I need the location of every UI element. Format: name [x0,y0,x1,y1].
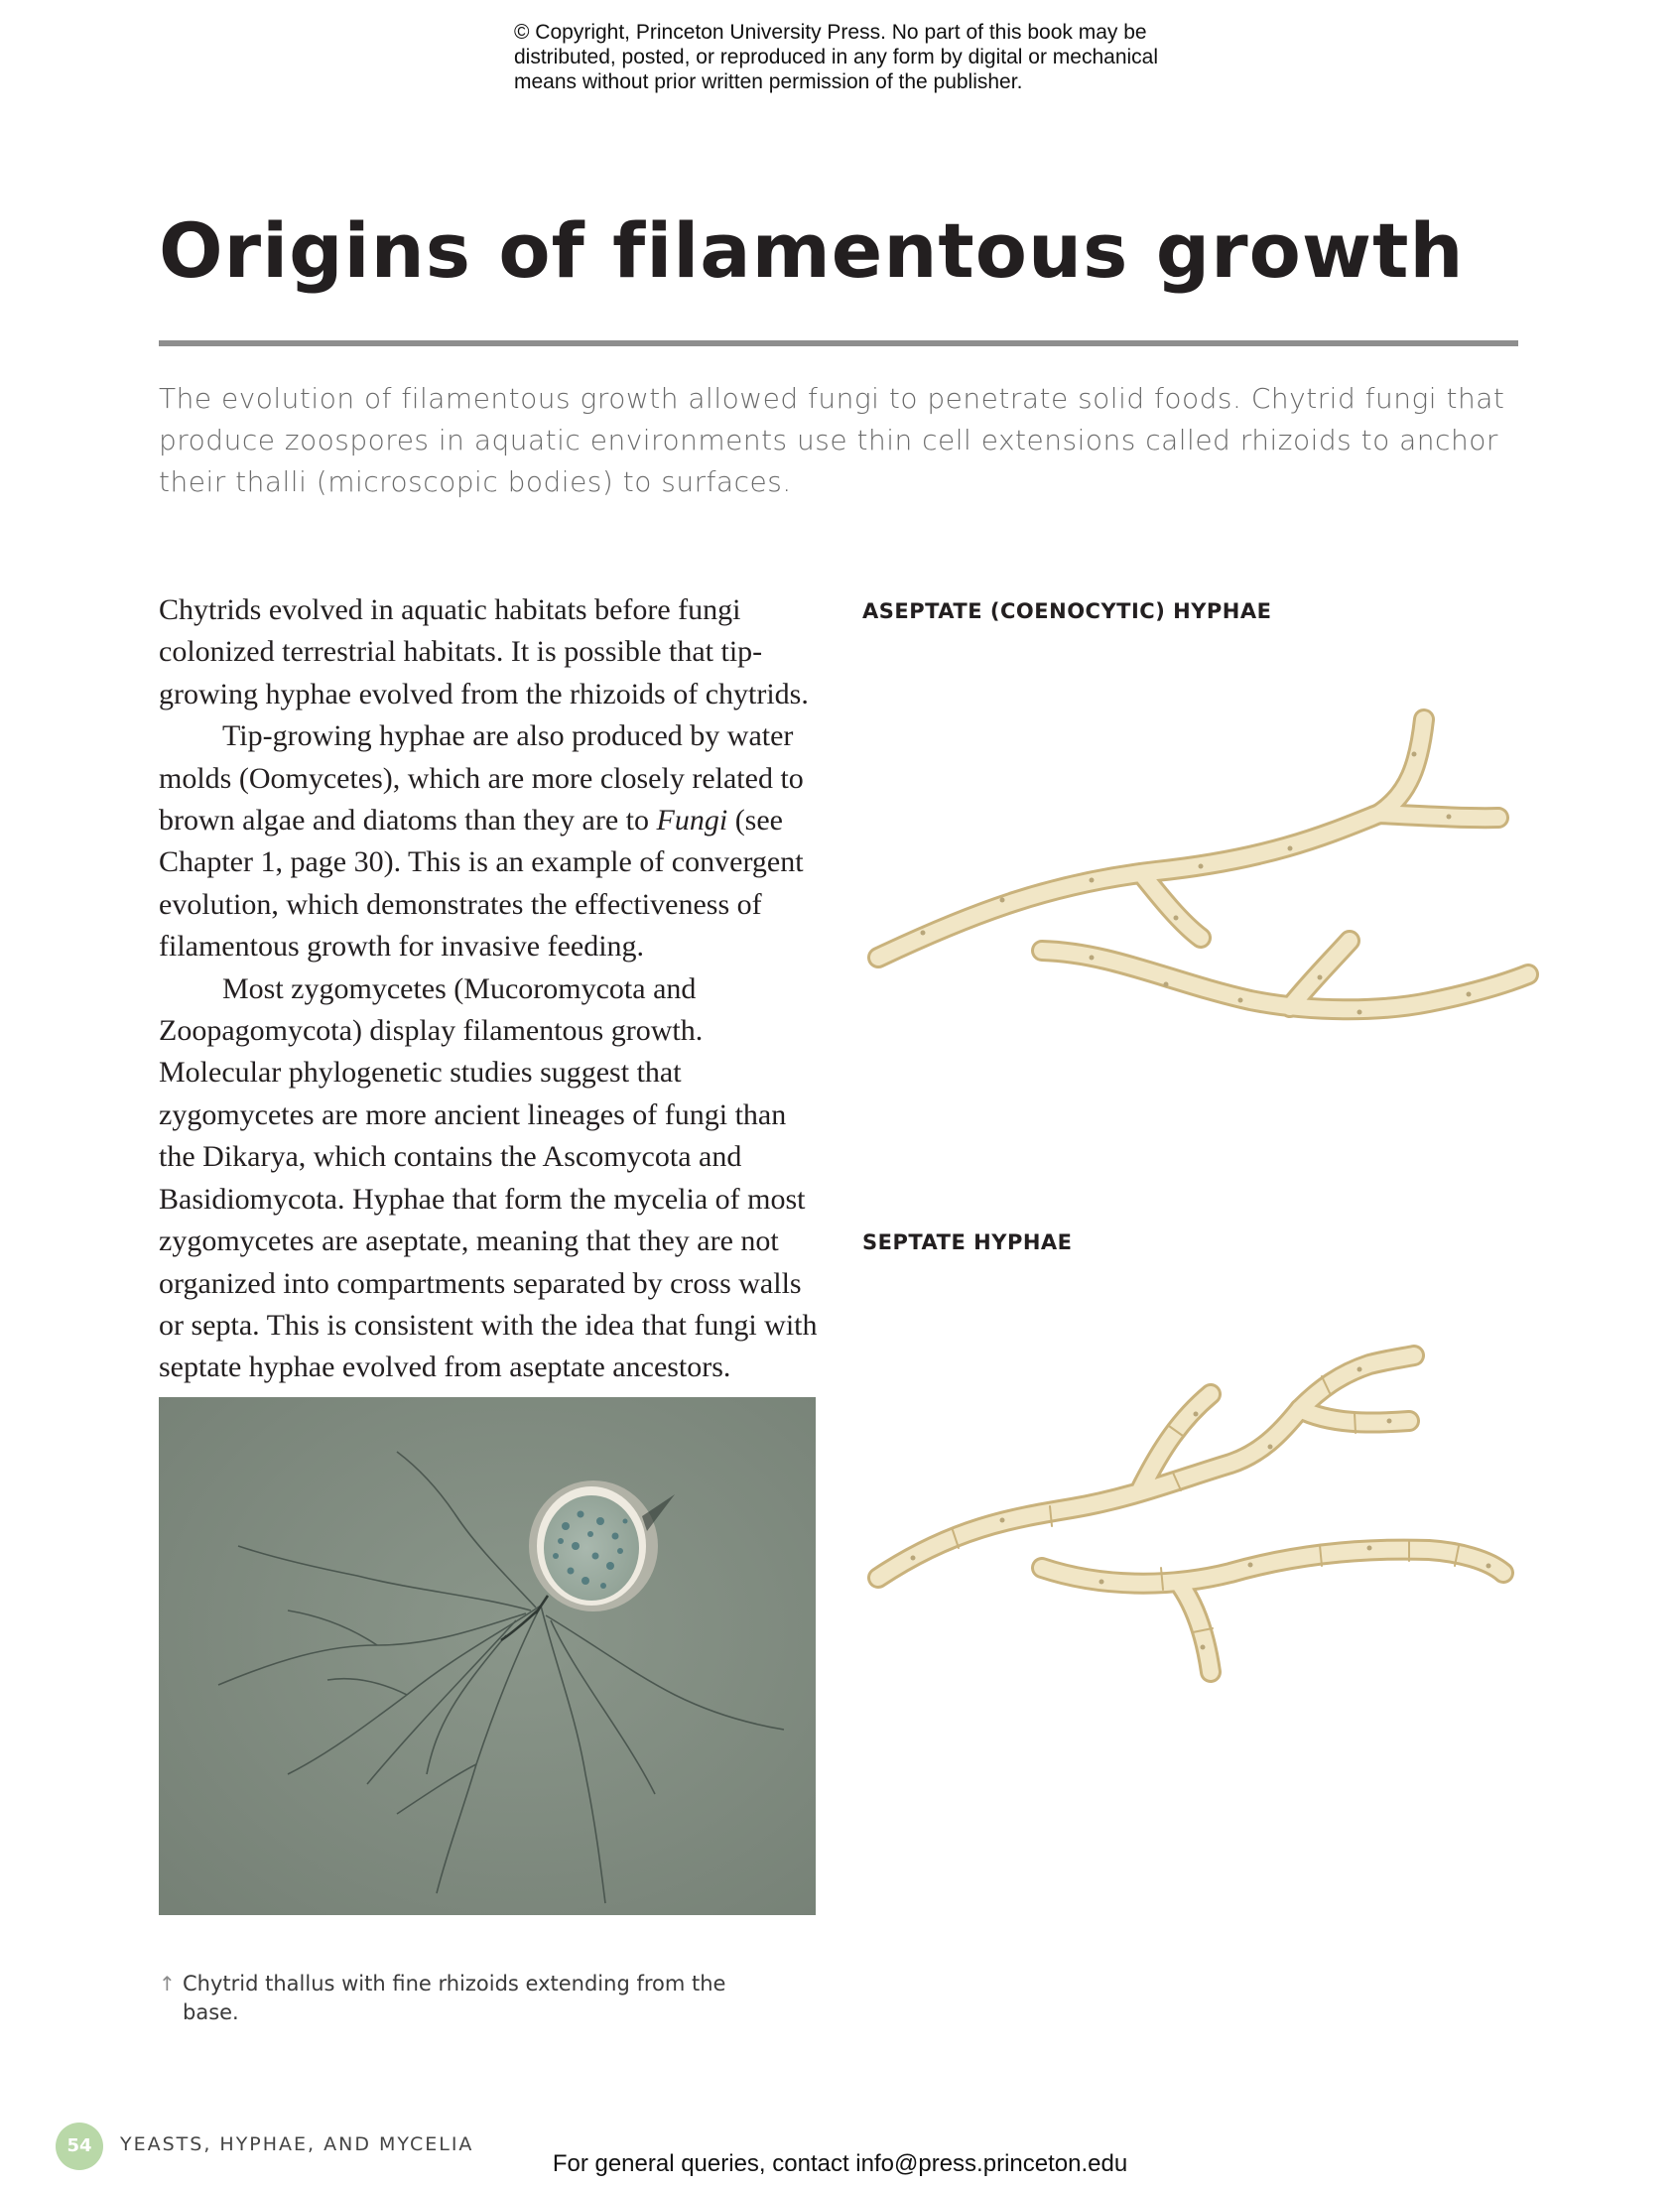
body-paragraph-3: Most zygomycetes (Mucoromycota and Zoopagomycota) display filamentous growth. Molecular phylogenetic studies suggest that zygomycetes are more ancient lineages of fungi than the Dikarya, which contains the Ascomycota and Basidiomycota. Hyphae that form the mycelia of most zygomycetes are aseptate, meaning that they are not organized into compartments separated by cross walls or septa. This is consistent with the idea that fungi with septate hyphae evolved from aseptate ancestors. [159,971,818,1384]
chytrid-thallus-photo [159,1397,816,1915]
copyright-line: means without prior written permission of the publisher. [514,70,1023,93]
septate-hyphae-diagram [853,1330,1548,1707]
contact-footer: For general queries, contact info@press.princeton.edu [552,2150,1128,2177]
fungi-italic: Fungi [656,804,728,837]
aseptate-label: ASEPTATE (COENOCYTIC) HYPHAE [862,599,1272,623]
caption-text: Chytrid thallus with fine rhizoids extending from the base. [183,1972,726,2024]
septate-label: SEPTATE HYPHAE [862,1230,1073,1254]
copyright-notice [514,20,1228,94]
page-number: 54 [56,2123,103,2170]
caption-arrow-icon: ↑ [159,1972,176,1995]
body-paragraph-1: Chytrids evolved in aquatic habitats before fungi colonized terrestrial habitats. It is possible that tip-growing hyphae evolved from the rhizoids of chytrids. [159,593,809,710]
page-title: Origins of filamentous growth [159,206,1465,295]
body-paragraph-2 [159,715,830,967]
photo-caption [159,1970,754,2027]
aseptate-hyphae-diagram [853,685,1548,1062]
body-paragraph-2-start: Tip-growing hyphae are also produced by water molds (Oomycetes), which are more closely related to brown algae and diatoms than they are to [159,719,804,837]
body-paragraph-2-end: (see Chapter 1, page 30). This is an example of convergent evolution, which demonstrates the effectiveness of filamentous growth for invasive feeding. [159,804,804,964]
copyright-line: distributed, posted, or reproduced in any form by digital or mechanical [514,46,1159,68]
running-head: YEASTS, HYPHAE, AND MYCELIA [120,2133,474,2155]
title-rule [159,340,1518,346]
copyright-line: © Copyright, Princeton University Press. No part of this book may be [514,21,1147,44]
body-text [159,589,830,1389]
intro-paragraph: The evolution of filamentous growth allowed fungi to penetrate solid foods. Chytrid fungi that produce zoospores in aquatic environments use thin cell extensions called rhizoids to anchor their thalli (microscopic bodies) to surfaces. [159,382,1505,498]
